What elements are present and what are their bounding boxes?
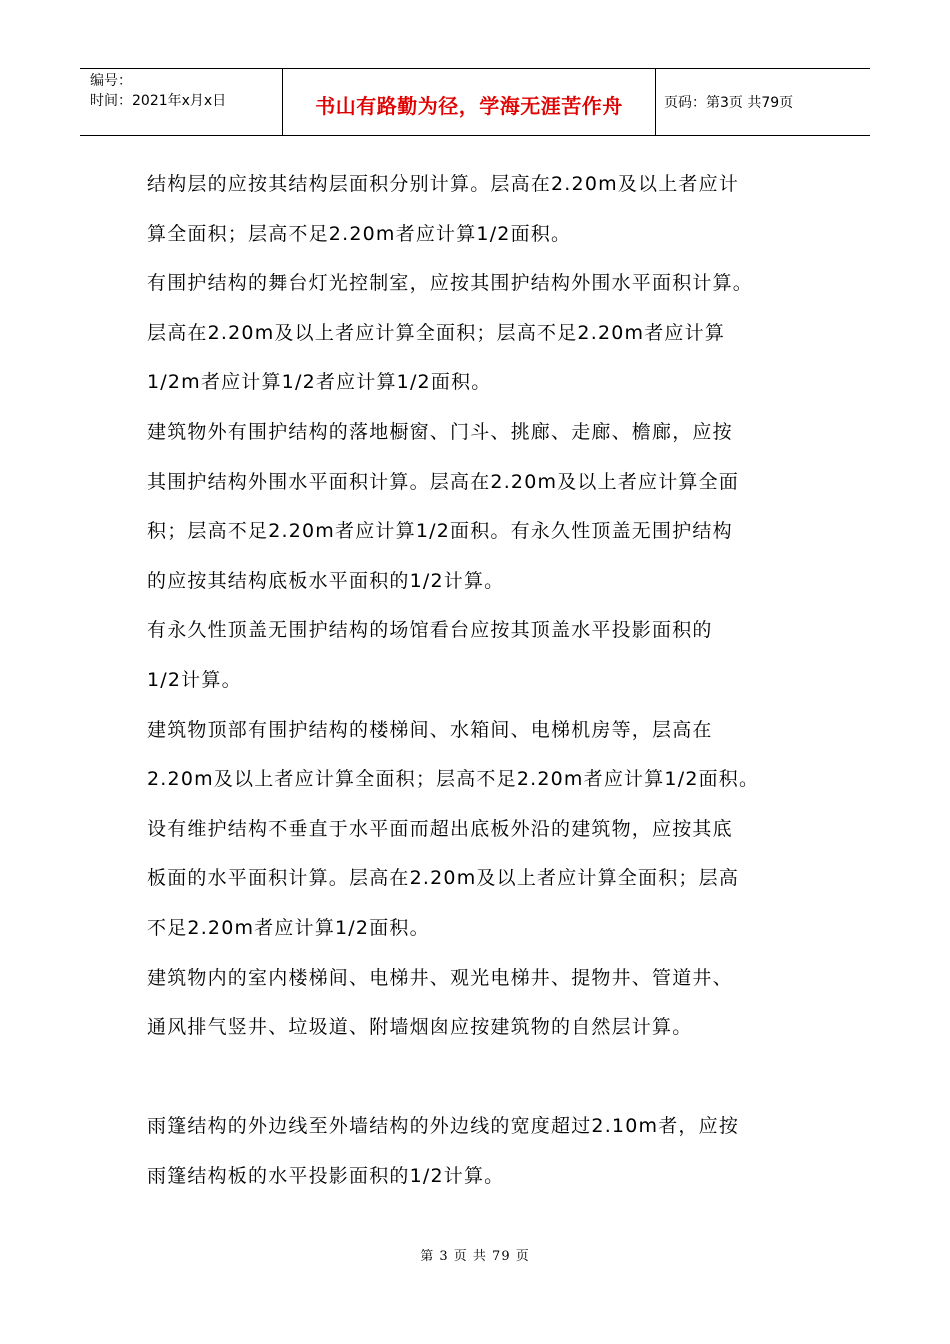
document-body	[147, 160, 817, 1201]
paragraph-line: 2.20m及以上者应计算全面积；层高不足2.20m者应计算1/2面积。	[147, 768, 760, 791]
header-page-code: 页码：第3页 共79页	[664, 95, 794, 111]
paragraph-line: 其围护结构外围水平面积计算。层高在2.20m及以上者应计算全面	[147, 470, 740, 493]
paragraph	[147, 1102, 817, 1201]
paragraph-line: 1/2m者应计算1/2者应计算1/2面积。	[147, 371, 492, 394]
page-header	[80, 68, 870, 136]
header-page-code-cell	[656, 69, 870, 135]
paragraph-line: 积；层高不足2.20m者应计算1/2面积。有永久性顶盖无围护结构	[147, 520, 733, 543]
paragraph-line: 1/2计算。	[147, 668, 242, 691]
header-info	[80, 69, 282, 135]
document-number-label: 编号：	[90, 73, 132, 89]
page-footer	[0, 1245, 950, 1264]
header-motto: 书山有路勤为径，学海无涯苦作舟	[315, 93, 623, 118]
paragraph-line: 雨篷结构板的水平投影面积的1/2计算。	[147, 1164, 505, 1187]
paragraph-line: 建筑物外有围护结构的落地橱窗、门斗、挑廊、走廊、檐廊，应按	[147, 420, 733, 443]
header-motto-cell	[282, 69, 656, 135]
paragraph-line: 不足2.20m者应计算1/2面积。	[147, 916, 430, 939]
paragraph-line: 建筑物内的室内楼梯间、电梯井、观光电梯井、提物井、管道井、	[147, 966, 733, 989]
paragraph-line: 算全面积；层高不足2.20m者应计算1/2面积。	[147, 222, 572, 245]
paragraph-line: 的应按其结构底板水平面积的1/2计算。	[147, 569, 505, 592]
paragraph	[147, 160, 817, 259]
paragraph	[147, 954, 817, 1053]
paragraph	[147, 706, 817, 805]
paragraph-line: 板面的水平面积计算。层高在2.20m及以上者应计算全面积；层高	[147, 867, 740, 890]
paragraph-line: 结构层的应按其结构层面积分别计算。层高在2.20m及以上者应计	[147, 173, 740, 195]
paragraph-line: 建筑物顶部有围护结构的楼梯间、水箱间、电梯机房等，层高在	[147, 718, 713, 741]
paragraph	[147, 259, 817, 408]
paragraph-line: 层高在2.20m及以上者应计算全面积；层高不足2.20m者应计算	[147, 321, 726, 344]
paragraph-line: 通风排气竖井、垃圾道、附墙烟囱应按建筑物的自然层计算。	[147, 1016, 693, 1039]
paragraph-line: 有永久性顶盖无围护结构的场馆看台应按其顶盖水平投影面积的	[147, 619, 713, 642]
paragraph	[147, 805, 817, 954]
paragraph-line: 雨篷结构的外边线至外墙结构的外边线的宽度超过2.10m者，应按	[147, 1115, 740, 1138]
paragraph-line: 设有维护结构不垂直于水平面而超出底板外沿的建筑物，应按其底	[147, 817, 733, 840]
footer-page-number: 第 3 页 共 79 页	[420, 1249, 530, 1264]
paragraph-line: 有围护结构的舞台灯光控制室，应按其围护结构外围水平面积计算。	[147, 272, 754, 295]
paragraph	[147, 408, 817, 606]
document-time-label: 时间：2021年x月x日	[90, 93, 227, 109]
paragraph	[147, 606, 817, 705]
